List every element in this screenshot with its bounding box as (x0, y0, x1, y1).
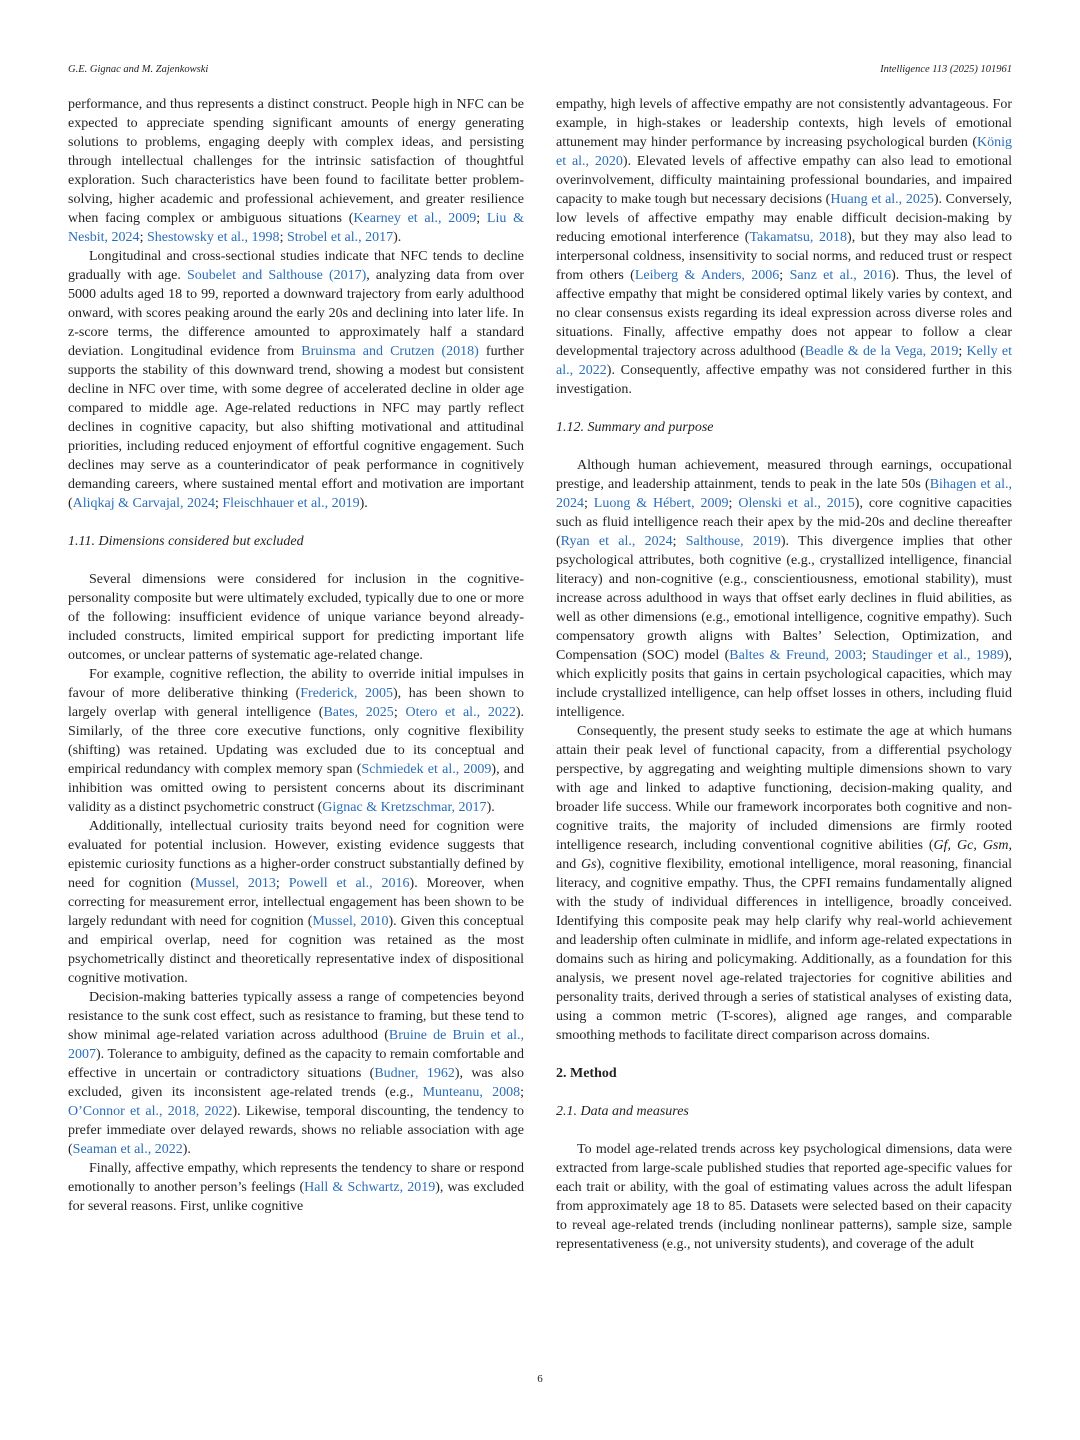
header-journal: Intelligence 113 (2025) 101961 (880, 64, 1012, 75)
citation-link[interactable]: Beadle & de la Vega, 2019 (804, 344, 959, 359)
citation-link[interactable]: Gignac & Kretzschmar, 2017 (322, 800, 487, 815)
citation-link[interactable]: Powell et al., 2016 (288, 876, 410, 891)
page-number: 6 (537, 1373, 543, 1385)
citation-link[interactable]: Hall & Schwartz, 2019 (304, 1180, 436, 1195)
paragraph-empathy-continued: empathy, high levels of affective empathy are not consistently advantageous. For example, in high-stakes or leadership contexts, high levels of emotional attunement may hinder performance by increasing psychological burden (König et al., 2020). Elevated levels of affective empathy can also lead to emotional overinvolvement, difficulty maintaining professional boundaries, and impaired capacity to make tough but necessary decisions (Huang et al., 2025). Conversely, low levels of affective empathy may enable difficult decision-making by reducing emotional interference (Takamatsu, 2018), but they may also lead to interpersonal coldness, insensitivity to social norms, and reduced trust or respect from others (Leiberg & Anders, 2006; Sanz et al., 2016). Thus, the level of affective empathy that might be considered optimal likely varies by context, and no clear consensus exists regarding its ideal expression across diverse roles and situations. Finally, affective empathy does not appear to follow a clear developmental trajectory across adulthood (Beadle & de la Vega, 2019; Kelly et al., 2022). Consequently, affective empathy was not considered further in this investigation. (556, 97, 1012, 397)
paragraph-decision-making: Decision-making batteries typically assess a range of competencies beyond resistance to the sunk cost effect, such as resistance to framing, but these tend to show minimal age-related variation across adulthood (Bruine de Bruin et al., 2007). Tolerance to ambiguity, defined as the capacity to remain comfortable and effective in uncertain or contradictory situations (Budner, 1962), was also excluded, given its inconsistent age-related trends (e.g., Munteanu, 2008; O’Connor et al., 2018, 2022). Likewise, temporal discounting, the tendency to prefer immediate over delayed rewards, shows no reliable association with age (Seaman et al., 2022). (68, 990, 525, 1157)
paragraph-data-measures: To model age-related trends across key psychological dimensions, data were extracted from large-scale published studies that reported age-specific values for each trait or ability, with the goal of estimating values across the adult lifespan from approximately age 18 to 85. Datasets were selected based on their capacity to reveal age-related trends (including nonlinear patterns), sample size, sample representativeness (e.g., not university students), and coverage of the adult (556, 1142, 1012, 1252)
citation-link[interactable]: Sanz et al., 2016 (789, 268, 892, 283)
citation-link[interactable]: Huang et al., 2025 (830, 192, 934, 207)
paragraph-nfc-performance: performance, and thus represents a distinct construct. People high in NFC can be expected to appreciate spending significant amounts of energy generating solutions to problems, engaging deeply with complex ideas, and persisting through intellectual challenges for the intrinsic satisfaction of thoughtful exploration. Such characteristics have been found to facilitate better problem-solving, higher academic and professional achievement, and greater resilience when facing complex or ambiguous situations (Kearney et al., 2009; Liu & Nesbit, 2024; Shestowsky et al., 1998; Strobel et al., 2017). (68, 97, 524, 245)
citation-link[interactable]: Bruinsma and Crutzen (2018) (301, 344, 479, 359)
citation-link[interactable]: Takamatsu, 2018 (749, 230, 848, 245)
citation-link[interactable]: Kelly et al., 2022 (556, 344, 1012, 378)
citation-link[interactable]: Olenski et al., 2015 (738, 496, 855, 511)
paragraph-summary-purpose: Although human achievement, measured through earnings, occupational prestige, and leadership attainment, tends to peak in the late 50s (Bihagen et al., 2024; Luong & Hébert, 2009; Olenski et al., 2015), core cognitive capacities such as fluid intelligence reach their apex by the mid-20s and decline thereafter (Ryan et al., 2024; Salthouse, 2019). This divergence implies that other psychological attributes, both cognitive (e.g., crystallized intelligence, financial literacy) and non-cognitive (e.g., conscientiousness, emotional stability), must increase across adulthood in ways that offset early declines in fluid abilities, as well as other dimensions (e.g., emotional intelligence, cognitive empathy). Such compensatory growth aligns with Baltes’ Selection, Optimization, and Compensation (SOC) model (Baltes & Freund, 2003; Staudinger et al., 1989), which explicitly posits that gains in certain psychological capacities, which may include crystallized intelligence, can help offset losses in others, including fluid intelligence. (556, 458, 1013, 720)
paragraph-curiosity: Additionally, intellectual curiosity traits beyond need for cognition were evaluated for potential inclusion. However, existing evidence suggests that epistemic curiosity functions as a higher-order construct substantially defined by need for cognition (Mussel, 2013; Powell et al., 2016). Moreover, when correcting for measurement error, intellectual engagement has been shown to be largely redundant with need for cognition (Mussel, 2010). Given this conceptual and empirical overlap, need for cognition was retained as the most psychometrically distinct and theoretically representative index of dispositional cognitive motivation. (68, 819, 524, 986)
section-heading-method: 2. Method (556, 1066, 617, 1081)
citation-link[interactable]: Otero et al., 2022 (405, 705, 516, 720)
right-column (556, 95, 1012, 1254)
citation-link[interactable]: König et al., 2020 (556, 135, 1012, 169)
left-column (68, 95, 524, 1216)
citation-link[interactable]: Mussel, 2010 (312, 914, 389, 929)
header-authors: G.E. Gignac and M. Zajenkowski (68, 64, 209, 75)
citation-link[interactable]: Soubelet and Salthouse (2017) (187, 268, 367, 283)
paragraph-study-aims: Consequently, the present study seeks to estimate the age at which humans attain their peak level of functional capacity, from a differential psychology perspective, by aggregating and weighting multiple dimensions shown to vary with age and linked to adaptive functioning, decision-making quality, and broader life success. While our framework incorporates both cognitive and non-cognitive traits, the majority of included dimensions are firmly rooted intelligence research, including conventional cognitive abilities (Gf, Gc, Gsm, and Gs), cognitive flexibility, emotional intelligence, moral reasoning, financial literacy, and cognitive empathy. Thus, the CPFI remains fundamentally aligned with the study of individual differences in intelligence, broadly conceived. Identifying this composite peak may help clarify why real-world achievement and leadership often culminate in midlife, and inform age-related expectations in domains such as hiring and policymaking. Additionally, as a foundation for this analysis, we present novel age-related trajectories for cognitive abilities and personality traits, derived through a series of statistical analyses of existing data, using a common metric (T-scores), aligned age ranges, and comparable smoothing methods to facilitate direct comparison across domains. (556, 724, 1012, 1043)
citation-link[interactable]: Aliqkaj & Carvajal, 2024 (72, 496, 215, 511)
paragraph-cognitive-reflection: For example, cognitive reflection, the ability to override initial impulses in favour of more deliberative thinking (Frederick, 2005), has been shown to largely overlap with general intelligence (Bates, 2025; Otero et al., 2022). Similarly, of the three core executive functions, only cognitive flexibility (shifting) was retained. Updating was excluded due to its conceptual and empirical redundancy with complex memory span (Schmiedek et al., 2009), and inhibition was omitted owing to persistent concerns about its discriminant validity as a distinct psychometric construct (Gignac & Kretzschmar, 2017). (68, 667, 524, 815)
citation-link[interactable]: Staudinger et al., 1989 (871, 648, 1004, 663)
citation-link[interactable]: Mussel, 2013 (195, 876, 276, 891)
citation-link[interactable]: Baltes & Freund, 2003 (729, 648, 863, 663)
subsection-heading-1-12: 1.12. Summary and purpose (556, 420, 714, 435)
citation-link[interactable]: Bihagen et al., 2024 (556, 477, 1012, 511)
subsection-heading-2-1: 2.1. Data and measures (556, 1104, 689, 1119)
citation-link[interactable]: Munteanu, 2008 (422, 1085, 521, 1100)
citation-link[interactable]: Frederick, 2005 (300, 686, 393, 701)
paragraph-nfc-decline: Longitudinal and cross-sectional studies indicate that NFC tends to decline gradually with age. Soubelet and Salthouse (2017), analyzing data from over 5000 adults aged 18 to 99, reported a downward trajectory from early adulthood onward, with scores peaking around the early 20s and declining into later life. In z-score terms, the difference amounted to approximately half a standard deviation. Longitudinal evidence from Bruinsma and Crutzen (2018) further supports the stability of this downward trend, showing a modest but consistent decline in NFC over time, with some degree of accelerated decline in older age compared to middle age. Age-related reductions in NFC may partly reflect declines in cognitive capacity, but also shifting motivational and attitudinal priorities, including reduced enjoyment of effortful cognitive engagement. Such declines may serve as a counterindicator of peak performance in cognitively demanding careers, where sustained mental effort and motivation are important (Aliqkaj & Carvajal, 2024; Fleischhauer et al., 2019). (68, 249, 525, 511)
citation-link[interactable]: Seaman et al., 2022 (72, 1142, 183, 1157)
citation-link[interactable]: Fleischhauer et al., 2019 (222, 496, 360, 511)
paragraph-affective-empathy: Finally, affective empathy, which represents the tendency to share or respond emotionally to another person’s feelings (Hall & Schwartz, 2019), was excluded for several reasons. First, unlike cognitive (68, 1161, 525, 1214)
citation-link[interactable]: Ryan et al., 2024 (560, 534, 673, 549)
running-head (68, 64, 1012, 75)
citation-link[interactable]: Bates, 2025 (323, 705, 394, 720)
citation-link[interactable]: Schmiedek et al., 2009 (361, 762, 492, 777)
citation-link[interactable]: Liu & Nesbit, 2024 (68, 211, 524, 245)
citation-link[interactable]: Shestowsky et al., 1998 (146, 230, 280, 245)
citation-link[interactable]: Kearney et al., 2009 (353, 211, 477, 226)
citation-link[interactable]: Luong & Hébert, 2009 (593, 496, 729, 511)
paragraph-excluded-dimensions: Several dimensions were considered for inclusion in the cognitive-personality composite but were ultimately excluded, typically due to one or more of the following: insufficient evidence of unique variance beyond already-included constructs, limited empirical support for predicting important life outcomes, or unclear patterns of systematic age-related change. (68, 572, 524, 663)
citation-link[interactable]: Salthouse, 2019 (685, 534, 781, 549)
citation-link[interactable]: Budner, 1962 (374, 1066, 455, 1081)
subsection-heading-1-11: 1.11. Dimensions considered but excluded (68, 534, 304, 549)
citation-link[interactable]: Bruine de Bruin et al., 2007 (68, 1028, 525, 1062)
citation-link[interactable]: O’Connor et al., 2018, 2022 (68, 1104, 233, 1119)
citation-link[interactable]: Strobel et al., 2017 (286, 230, 394, 245)
citation-link[interactable]: Leiberg & Anders, 2006 (634, 268, 780, 283)
